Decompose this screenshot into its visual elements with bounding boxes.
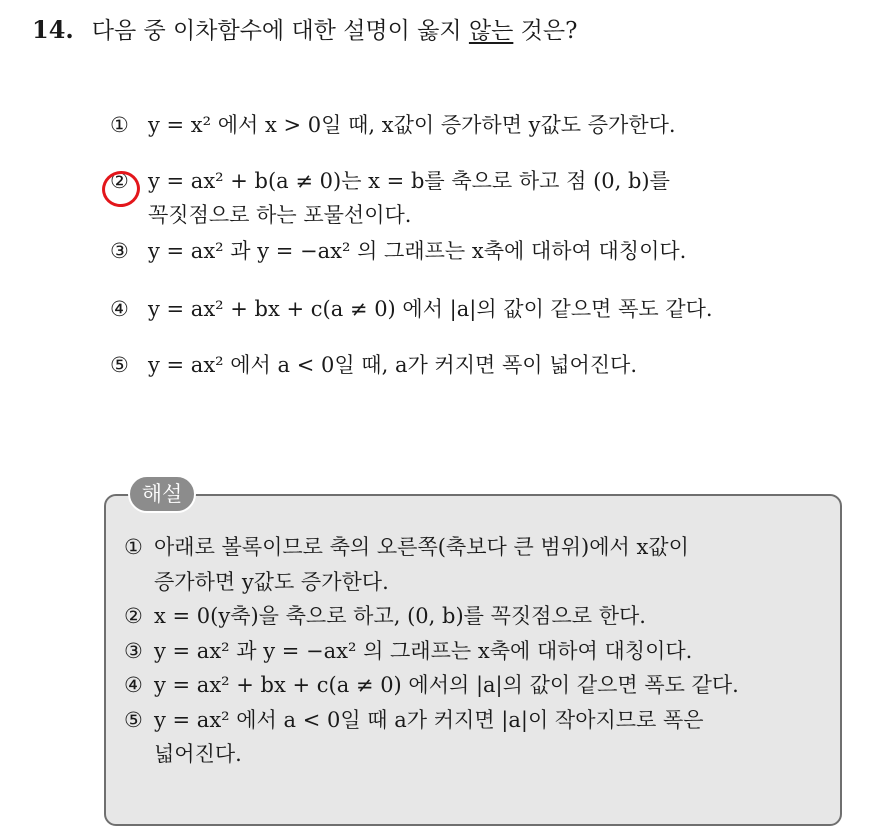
- question-text-end: 것은?: [513, 18, 578, 44]
- option-3[interactable]: [110, 234, 810, 268]
- option-marker: ④: [110, 297, 129, 321]
- option-marker: ⑤: [110, 353, 129, 377]
- solution-item-3: [124, 634, 834, 669]
- question-number: 14.: [32, 15, 74, 44]
- question-emphasis: 않는: [468, 18, 514, 44]
- option-4[interactable]: [110, 292, 810, 326]
- solution-text: y = ax² 에서 a < 0일 때 a가 커지면 |a|이 작아지므로 폭은: [154, 707, 704, 732]
- option-text: y = ax² 과 y = −ax² 의 그래프는 x축에 대하여 대칭이다.: [148, 239, 687, 263]
- option-marker: ①: [110, 113, 129, 137]
- option-text: y = x² 에서 x > 0일 때, x값이 증가하면 y값도 증가한다.: [148, 113, 676, 137]
- question-text-start: 다음 중 이차함수에 대한 설명이 옳지: [91, 18, 469, 44]
- solution-text: 아래로 볼록이므로 축의 오른쪽(축보다 큰 범위)에서 x값이: [154, 535, 689, 559]
- option-text: y = ax² + b(a ≠ 0)는 x = b를 축으로 하고 점 (0, b)를: [148, 169, 670, 193]
- option-text-continued: 꼭짓점으로 하는 포물선이다.: [148, 203, 412, 227]
- solution-text-continued: 넓어진다.: [154, 742, 242, 766]
- option-text: y = ax² + bx + c(a ≠ 0) 에서 |a|의 값이 같으면 폭도 같다.: [148, 297, 713, 321]
- option-marker: ③: [110, 239, 129, 263]
- solution-marker: ②: [124, 604, 143, 628]
- solution-item-4: [124, 668, 834, 703]
- solution-item-5: [124, 703, 834, 772]
- solution-text-continued: 증가하면 y값도 증가한다.: [154, 569, 389, 594]
- option-text: y = ax² 에서 a < 0일 때, a가 커지면 폭이 넓어진다.: [148, 353, 638, 377]
- solution-marker: ⑤: [124, 707, 143, 732]
- option-1[interactable]: [110, 108, 810, 142]
- solution-marker: ④: [124, 673, 143, 697]
- solution-text: y = ax² 과 y = −ax² 의 그래프는 x축에 대하여 대칭이다.: [154, 638, 693, 663]
- question-text: [92, 18, 578, 44]
- solution-item-1: [124, 530, 834, 599]
- solution-text: x = 0(y축)을 축으로 하고, (0, b)를 꼭짓점으로 한다.: [154, 604, 646, 628]
- solution-marker: ③: [124, 638, 143, 663]
- solution-item-2: [124, 599, 834, 634]
- solution-text: y = ax² + bx + c(a ≠ 0) 에서의 |a|의 값이 같으면 폭도 같다.: [154, 673, 739, 697]
- solution-items: [124, 530, 834, 772]
- option-2[interactable]: [110, 164, 810, 232]
- solution-marker: ①: [124, 535, 143, 559]
- solution-label: 해설: [128, 475, 196, 513]
- option-5[interactable]: [110, 348, 810, 382]
- answer-options: [110, 108, 810, 382]
- option-marker: ②: [110, 169, 129, 193]
- question-header: [32, 14, 577, 47]
